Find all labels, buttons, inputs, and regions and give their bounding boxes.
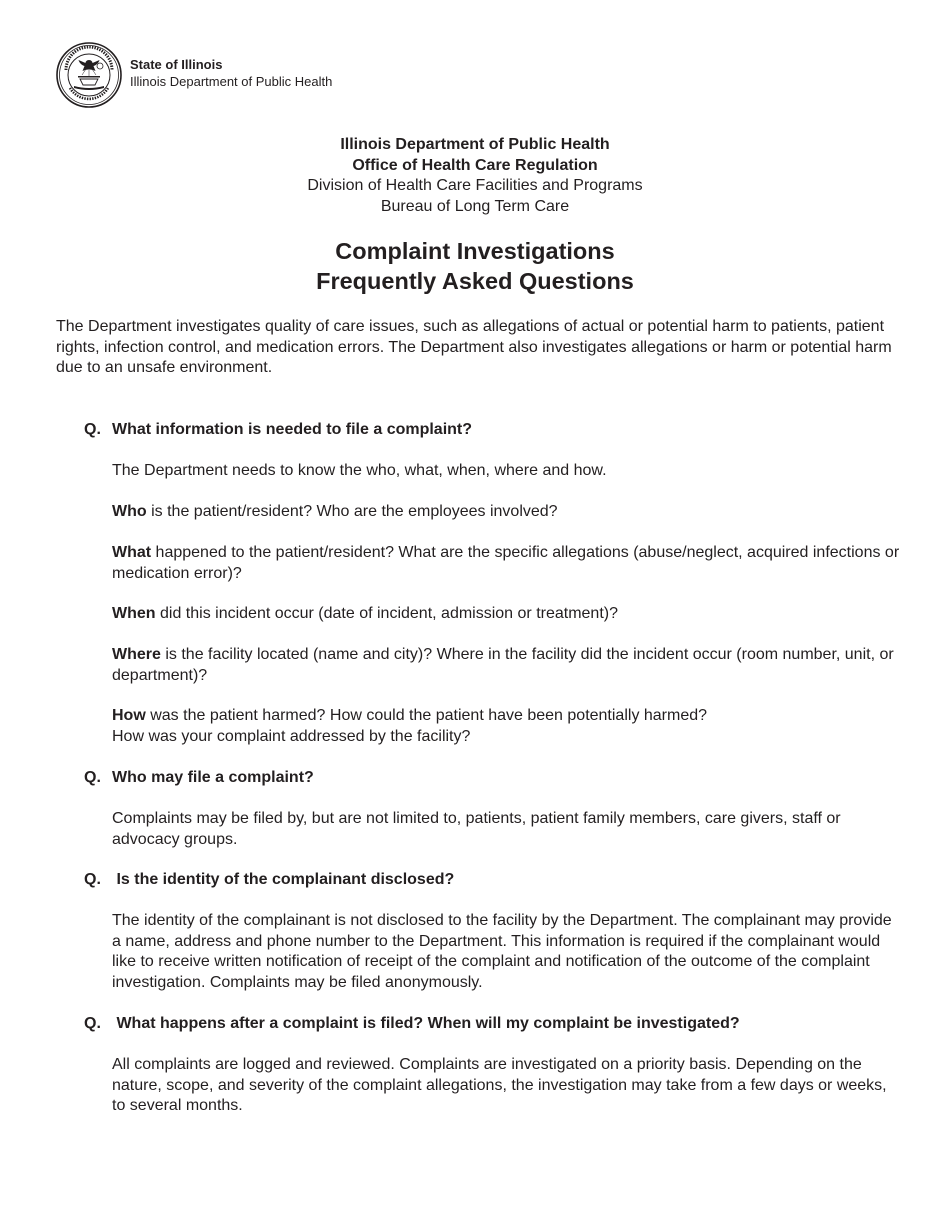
who-lead: Who [112, 503, 147, 520]
faq-answer-1-how [112, 706, 902, 747]
what-text: happened to the patient/resident? What are the specific allegations (abuse/neglect, acquired infections or medication error)? [112, 544, 900, 582]
state-name: State of Illinois [130, 57, 223, 72]
where-text: is the facility located (name and city)? Where in the facility did the incident occur (room number, unit, or department)? [112, 646, 894, 684]
title-line-1: Complaint Investigations [335, 238, 615, 264]
how-text-2: How was your complaint addressed by the facility? [112, 727, 471, 745]
title-line-2: Frequently Asked Questions [316, 268, 634, 294]
header-office: Office of Health Care Regulation [352, 156, 598, 174]
office-header [0, 135, 950, 217]
faq-answer-1-intro: The Department needs to know the who, what, when, where and how. [112, 462, 607, 479]
question-text: Is the identity of the complainant disclosed? [112, 871, 455, 888]
faq-question-3 [84, 870, 454, 891]
question-text: What information is needed to file a complaint? [112, 421, 473, 438]
faq-question-4 [84, 1014, 740, 1035]
faq-answer-1-where [112, 645, 902, 686]
question-text: What happens after a complaint is filed? When will my complaint be investigated? [112, 1015, 740, 1032]
question-marker: Q. [84, 421, 101, 438]
what-lead: What [112, 544, 152, 561]
header-division: Division of Health Care Facilities and Programs [307, 177, 643, 194]
question-text: Who may file a complaint? [112, 769, 314, 786]
faq-answer-3: The identity of the complainant is not disclosed to the facility by the Department. The complainant may provide a name, address and phone number to the Department. This information is required if the complainant would like to receive written notification of receipt of the complaint and notification of the outcome of the complaint investigation. Complaints may be filed anonymously. [112, 912, 892, 991]
faq-answer-1-who [112, 502, 902, 523]
question-marker: Q. [84, 1015, 101, 1032]
when-lead: When [112, 605, 156, 622]
question-marker: Q. [84, 769, 101, 786]
faq-question-1 [84, 420, 472, 441]
department-name: Illinois Department of Public Health [130, 74, 333, 89]
faq-answer-1-when [112, 604, 902, 625]
faq-answer-1-what [112, 543, 902, 584]
agency-header [130, 56, 332, 90]
page-title [0, 236, 950, 296]
header-bureau: Bureau of Long Term Care [380, 197, 570, 215]
state-seal-logo [56, 42, 122, 108]
intro-paragraph: The Department investigates quality of care issues, such as allegations of actual or potential harm to patients, patient rights, infection control, and medication errors. The Department also investigates allegations or harm or potential harm due to an unsafe environment. [56, 318, 892, 376]
faq-answer-2: Complaints may be filed by, but are not limited to, patients, patient family members, care givers, staff or advocacy groups. [112, 810, 841, 848]
header-department: Illinois Department of Public Health [340, 136, 610, 153]
who-text: is the patient/resident? Who are the employees involved? [146, 503, 558, 520]
how-text: was the patient harmed? How could the patient have been potentially harmed? [145, 707, 708, 724]
question-marker: Q. [84, 871, 101, 888]
faq-question-2 [84, 768, 314, 789]
how-lead: How [112, 707, 146, 724]
faq-answer-4: All complaints are logged and reviewed. Complaints are investigated on a priority basis. Depending on the nature, scope, and severity of the complaint allegations, the investigation may take from a few days or weeks, to several months. [112, 1056, 887, 1114]
when-text: did this incident occur (date of incident, admission or treatment)? [155, 605, 618, 622]
where-lead: Where [112, 646, 161, 663]
